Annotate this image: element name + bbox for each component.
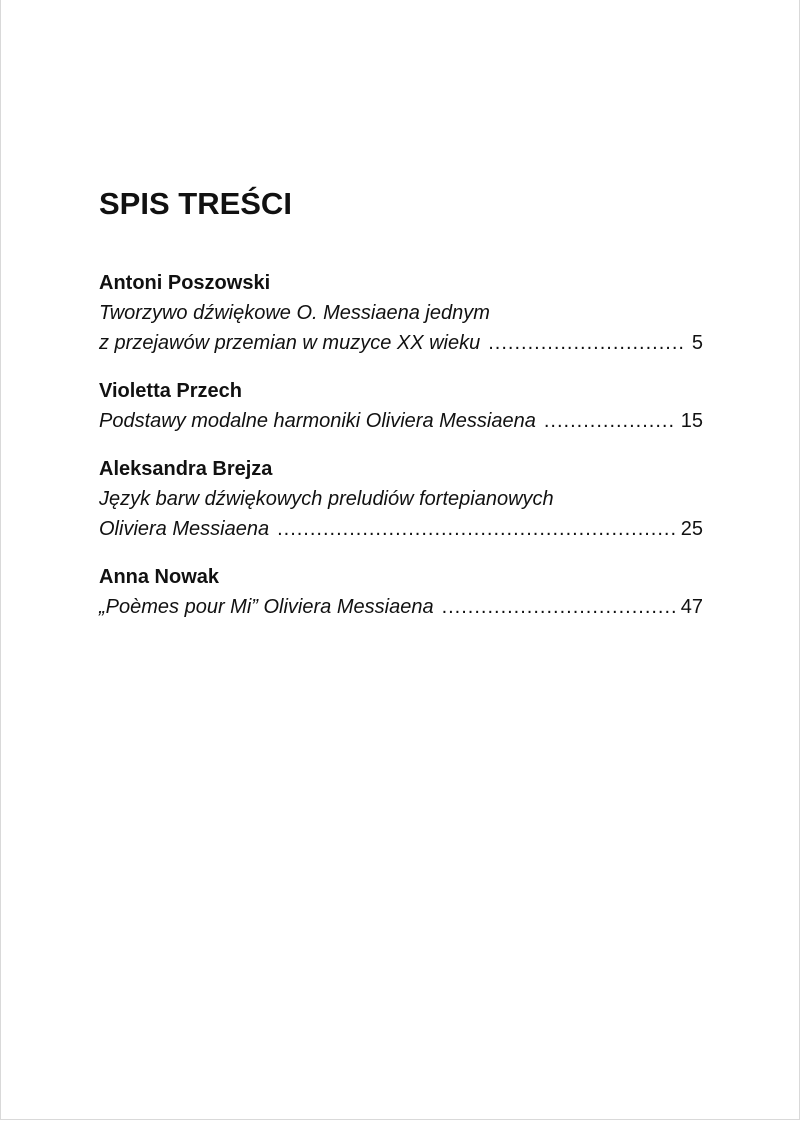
entry-title-last-line [99,514,703,544]
toc-entry [99,268,703,358]
page-title: SPIS TREŚCI [99,186,292,221]
entry-title-text: Oliviera Messiaena [99,518,270,540]
entry-title-text: z przejawów przemian w muzyce XX wieku [99,332,481,354]
dot-leader [544,406,675,436]
table-of-contents [99,268,703,640]
entry-title-text: „Poèmes pour Mi” Oliviera Messiaena [99,596,434,618]
entry-author: Anna Nowak [99,566,220,588]
toc-entry [99,562,703,622]
entry-title-last-line [99,406,703,436]
dot-leader [488,328,686,358]
entry-page-number: 5 [691,332,703,354]
entry-author: Antoni Poszowski [99,272,271,294]
entry-title-line: Tworzywo dźwiękowe O. Messiaena jednym [99,302,490,324]
entry-title-last-line [99,592,703,622]
entry-title-line: Język barw dźwiękowych preludiów fortepianowych [99,488,554,510]
entry-title-last-line [99,328,703,358]
entry-author: Aleksandra Brejza [99,458,273,480]
dot-leader [277,514,675,544]
entry-page-number: 25 [680,518,703,540]
entry-page-number: 15 [680,410,703,432]
toc-entry [99,376,703,436]
entry-page-number: 47 [680,596,703,618]
entry-title-text: Podstawy modalne harmoniki Oliviera Messiaena [99,410,536,432]
toc-entry [99,454,703,544]
dot-leader [442,592,675,622]
entry-author: Violetta Przech [99,380,243,402]
